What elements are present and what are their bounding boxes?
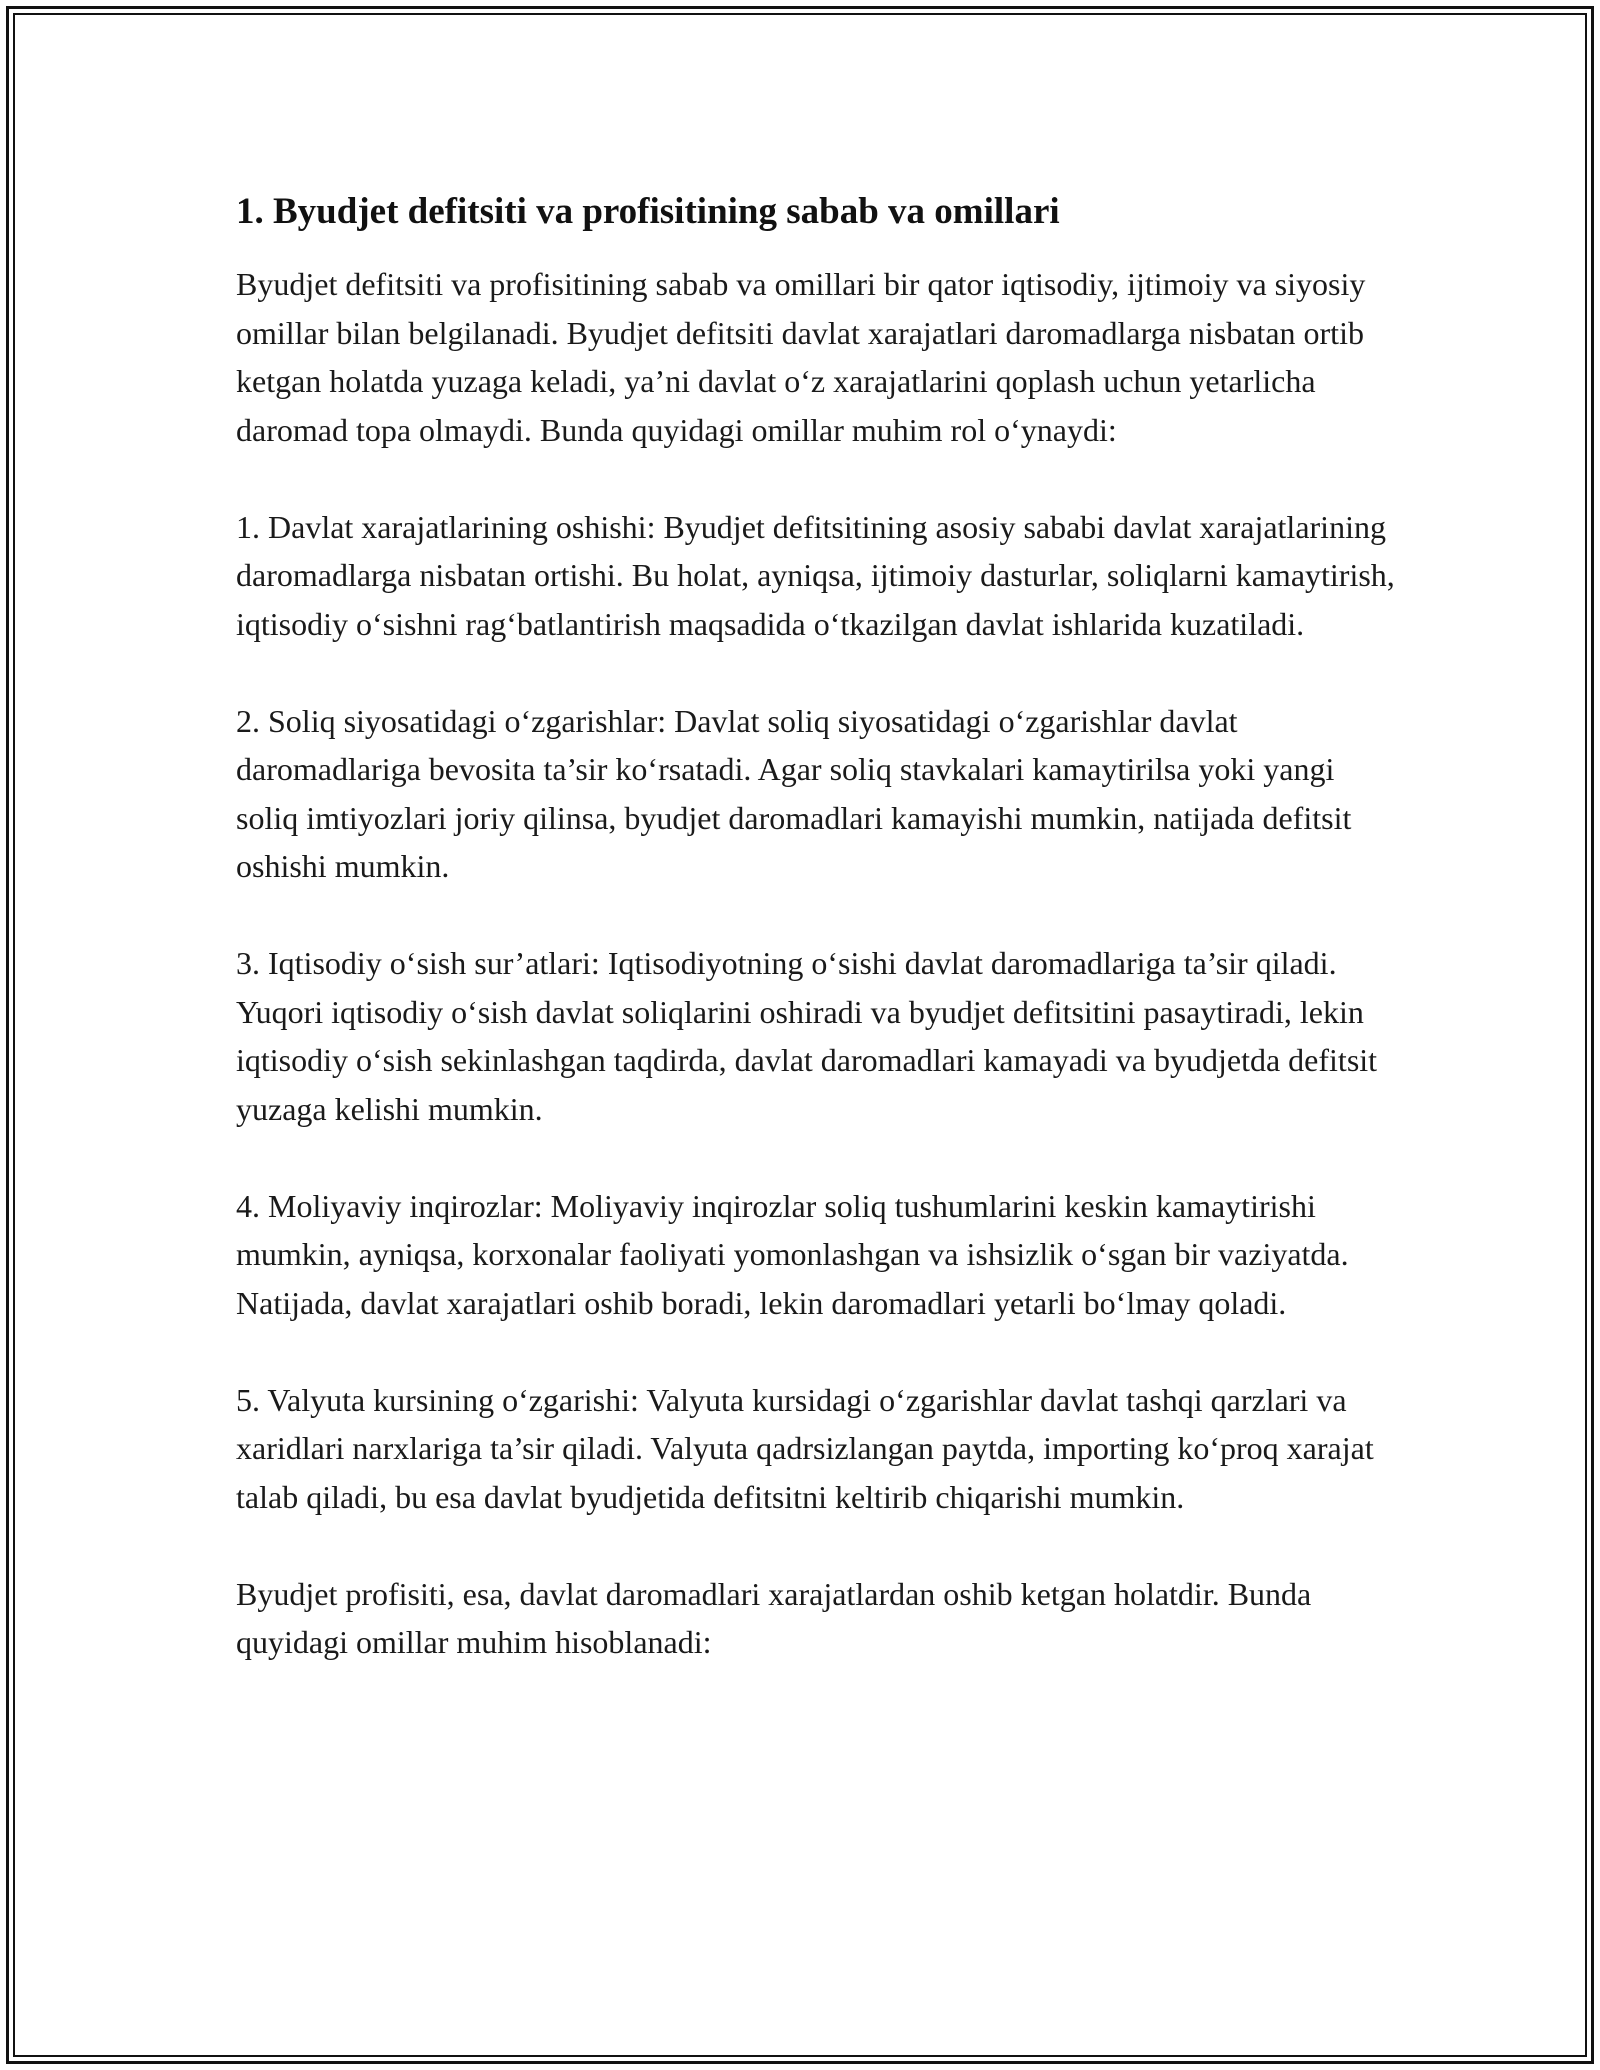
section-heading: 1. Byudjet defitsiti va profisitining sabab va omillari <box>236 191 1060 232</box>
intro-paragraph: Byudjet defitsiti va profisitining sabab va omillari bir qator iqtisodiy, ijtimoiy va siyosiy omillar bilan belgilanadi. Byudjet defitsiti davlat xarajatlari daromadlarga nisbatan ortib ketgan holatda yuzaga keladi, ya’ni davlat o‘z xarajatlarini qoplash uchun yetarlicha daromad topa olmaydi. Bunda quyidagi omillar muhim rol o‘ynaydi: <box>236 266 1366 448</box>
factor-paragraph-2: 2. Soliq siyosatidagi o‘zgarishlar: Davlat soliq siyosatidagi o‘zgarishlar davlat daromadlariga bevosita ta’sir ko‘rsatadi. Agar soliq stavkalari kamaytirilsa yoki yangi soliq imtiyozlari joriy qilinsa, byudjet daromadlari kamayishi mumkin, natijada defitsit oshishi mumkin. <box>236 702 1352 884</box>
document-body <box>236 188 1396 1667</box>
factor-paragraph-4: 4. Moliyaviy inqirozlar: Moliyaviy inqirozlar soliq tushumlarini keskin kamaytirishi mumkin, ayniqsa, korxonalar faoliyati yomonlashgan va ishsizlik o‘sgan bir vaziyatda. Natijada, davlat xarajatlari oshib boradi, lekin daromadlari yetarli bo‘lmay qoladi. <box>236 1187 1349 1321</box>
surplus-paragraph: Byudjet profisiti, esa, davlat daromadlari xarajatlardan oshib ketgan holatdir. Bunda quyidagi omillar muhim hisoblanadi: <box>236 1575 1312 1660</box>
factor-paragraph-5: 5. Valyuta kursining o‘zgarishi: Valyuta kursidagi o‘zgarishlar davlat tashqi qarzlari va xaridlari narxlariga ta’sir qiladi. Valyuta qadrsizlangan paytda, importing ko‘proq xarajat talab qiladi, bu esa davlat byudjetida defitsitni keltirib chiqarishi mumkin. <box>236 1381 1374 1515</box>
factor-paragraph-3: 3. Iqtisodiy o‘sish sur’atlari: Iqtisodiyotning o‘sishi davlat daromadlariga ta’sir qiladi. Yuqori iqtisodiy o‘sish davlat soliqlarini oshiradi va byudjet defitsitini pasaytiradi, lekin iqtisodiy o‘sish sekinlashgan taqdirda, davlat daromadlari kamayadi va byudjetda defitsit yuzaga kelishi mumkin. <box>236 945 1378 1127</box>
factor-paragraph-1: 1. Davlat xarajatlarining oshishi: Byudjet defitsitining asosiy sababi davlat xarajatlarining daromadlarga nisbatan ortishi. Bu holat, ayniqsa, ijtimoiy dasturlar, soliqlarni kamaytirish, iqtisodiy o‘sishni rag‘batlantirish maqsadida o‘tkazilgan davlat ishlarida kuzatiladi. <box>236 508 1395 642</box>
